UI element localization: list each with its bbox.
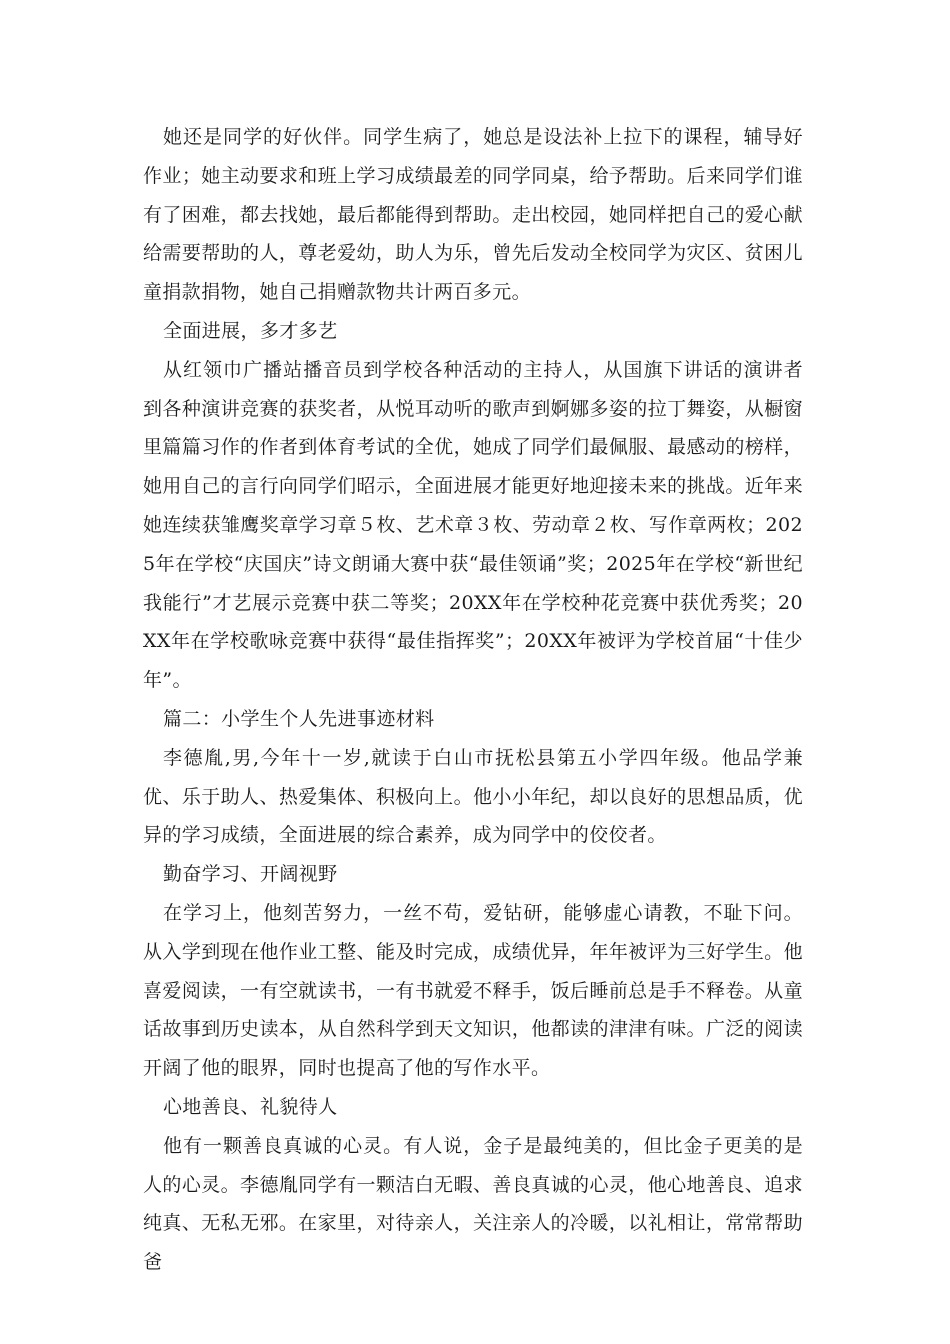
section-heading-diligent-study: 勤奋学习、开阔视野 <box>162 863 338 886</box>
paragraph-student-introduction: 李德胤,男,今年十一岁,就读于白山市抚松县第五小学四年级。他品学兼优、乐于助人、热爱集体、积极向上。他小小年纪，却以良好的思想品质，优异的学习成绩，全面进展的综合素养，成为同学中的佼佼者。 <box>143 746 803 847</box>
paragraph-helping-classmates: 她还是同学的好伙伴。同学生病了，她总是设法补上拉下的课程，辅导好作业；她主动要求和班上学习成绩最差的同学同桌，给予帮助。后来同学们谁有了困难，都去找她，最后都能得到帮助。走出校园，她同样把自己的爱心献给需要帮助的人，尊老爱幼，助人为乐，曾先后发动全校同学为灾区、贫困儿童捐款捐物，她自己捐赠款物共计两百多元。 <box>143 126 803 304</box>
paragraph-kindness: 他有一颗善良真诚的心灵。有人说，金子是最纯美的，但比金子更美的是人的心灵。李德胤同学有一颗洁白无暇、善良真诚的心灵，他心地善良、追求纯真、无私无邪。在家里，对待亲人，关注亲人的冷暖，以礼相让，常常帮助爸 <box>143 1134 803 1274</box>
section-heading-all-round-development: 全面进展，多才多艺 <box>162 319 338 342</box>
section-heading-kind-hearted: 心地善良、礼貌待人 <box>162 1095 338 1118</box>
document-page <box>143 118 803 1282</box>
paragraph-achievements: 从红领巾广播站播音员到学校各种活动的主持人，从国旗下讲话的演讲者到各种演讲竞赛的获奖者，从悦耳动听的歌声到婀娜多姿的拉丁舞姿，从橱窗里篇篇习作的作者到体育考试的全优，她成了同学们最佩服、最感动的榜样，她用自己的言行向同学们昭示，全面进展才能更好地迎接未来的挑战。近年来她连续获雏鹰奖章学习章５枚、艺术章３枚、劳动章２枚、写作章两枚；2025年在学校“庆国庆”诗文朗诵大赛中获“最佳领诵”奖；2025年在学校“新世纪我能行”才艺展示竞赛中获二等奖；20XX年在学校种花竞赛中获优秀奖；20XX年在学校歌咏竞赛中获得“最佳指挥奖”；20XX年被评为学校首届“十佳少年”。 <box>143 358 803 692</box>
chapter-title-part-two: 篇二：小学生个人先进事迹材料 <box>162 707 435 730</box>
paragraph-study-habits: 在学习上，他刻苦努力，一丝不苟，爱钻研，能够虚心请教，不耻下问。从入学到现在他作业工整、能及时完成，成绩优异，年年被评为三好学生。他喜爱阅读，一有空就读书，一有书就爱不释手，饭后睡前总是手不释卷。从童话故事到历史读本，从自然科学到天文知识，他都读的津津有味。广泛的阅读开阔了他的眼界，同时也提高了他的写作水平。 <box>143 901 803 1080</box>
